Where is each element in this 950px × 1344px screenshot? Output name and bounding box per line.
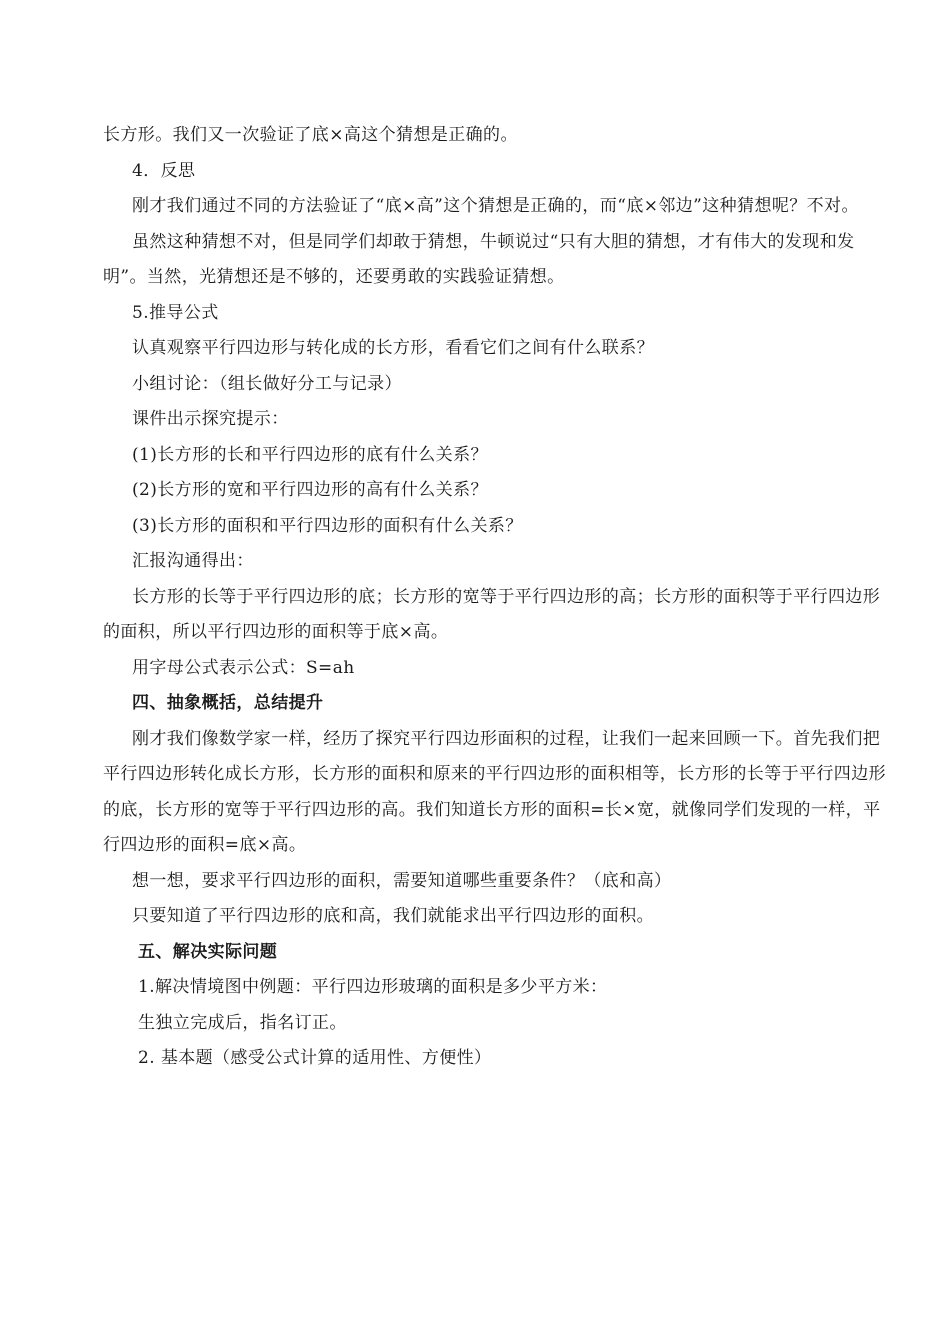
heading-derive-formula: 5.推导公式 — [132, 302, 219, 323]
list-item: (3)长方形的面积和平行四边形的面积有什么关系？ — [132, 515, 523, 536]
paragraph: 生独立完成后，指名订正。 — [138, 1012, 347, 1033]
section-heading-summary: 四、抽象概括，总结提升 — [132, 693, 324, 713]
heading-reflection: 4．反思 — [132, 160, 196, 181]
paragraph: 刚才我们通过不同的方法验证了“底×高”这个猜想是正确的，而“底×邻边”这种猜想呢？不对。 — [132, 196, 859, 216]
list-item: (2)长方形的宽和平行四边形的高有什么关系？ — [132, 480, 488, 500]
formula-line: 用字母公式表示公式：S=ah — [132, 657, 355, 678]
paragraph: 只要知道了平行四边形的底和高，我们就能求出平行四边形的面积。 — [132, 906, 654, 926]
paragraph: 小组讨论：（组长做好分工与记录） — [132, 373, 402, 394]
paragraph: 刚才我们像数学家一样，经历了探究平行四边形面积的过程，让我们一起来回顾一下。首先我们把平行四边形转化成长方形，长方形的面积和原来的平行四边形的面积相等，长方形的长等于平行四边形的底，长方形的宽等于平行四边形的高。我们知道长方形的面积=长×宽，就像同学们发现的一样，平行四边形的面积=底×高。 — [103, 728, 886, 855]
paragraph: 想一想，要求平行四边形的面积，需要知道哪些重要条件？（底和高） — [132, 870, 672, 891]
section-heading-practice: 五、解决实际问题 — [138, 941, 278, 962]
paragraph: 虽然这种猜想不对，但是同学们却敢于猜想，牛顿说过“只有大胆的猜想，才有伟大的发现和发明”。当然，光猜想还是不够的，还要勇敢的实践验证猜想。 — [103, 231, 855, 287]
paragraph: 课件出示探究提示： — [132, 409, 289, 429]
paragraph-continuation: 长方形。我们又一次验证了底×高这个猜想是正确的。 — [103, 125, 518, 145]
paragraph: 认真观察平行四边形与转化成的长方形，看看它们之间有什么联系？ — [132, 338, 654, 358]
document-body — [103, 118, 893, 1077]
paragraph: 长方形的长等于平行四边形的底；长方形的宽等于平行四边形的高；长方形的面积等于平行四边形的面积，所以平行四边形的面积等于底×高。 — [103, 586, 881, 642]
list-item: (1)长方形的长和平行四边形的底有什么关系？ — [132, 444, 488, 465]
paragraph: 汇报沟通得出： — [132, 551, 254, 571]
list-item: 2. 基本题（感受公式计算的适用性、方便性） — [138, 1048, 492, 1068]
list-item: 1.解决情境图中例题：平行四边形玻璃的面积是多少平方米： — [138, 977, 608, 997]
